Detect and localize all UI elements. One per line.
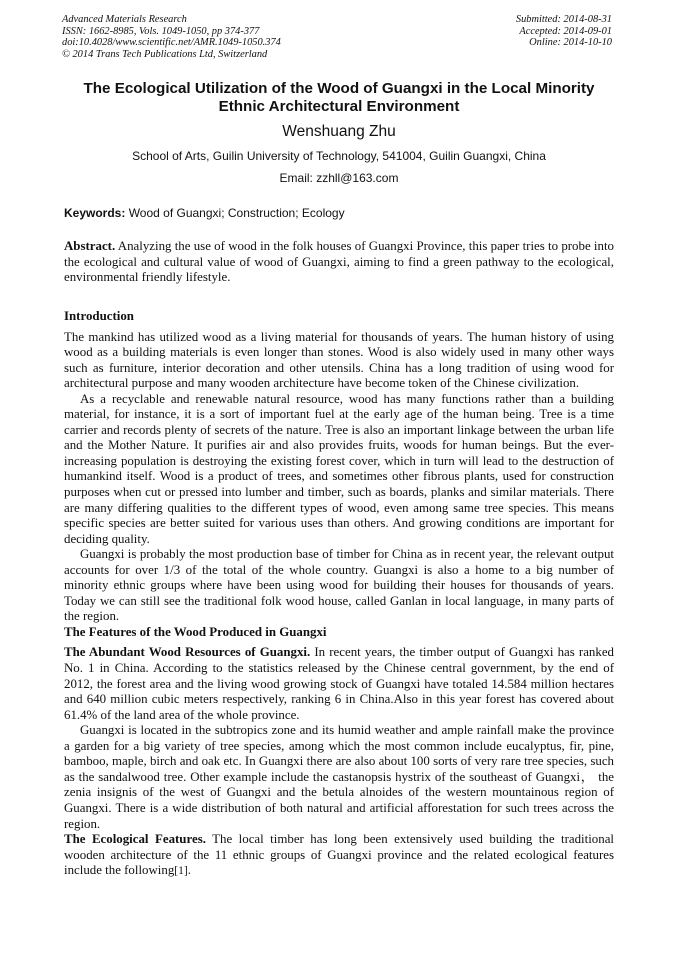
paper-title-line-1: The Ecological Utilization of the Wood of Guangxi in the Local Minority (83, 80, 595, 97)
abstract-text: Analyzing the use of wood in the folk houses of Guangxi Province, this paper tries to probe into the ecological and cultural value of wood of Guangxi, aiming to find a green pathway to the ecological, environmental friendly lifestyle. (64, 239, 614, 285)
keywords-text: Wood of Guangxi; Construction; Ecology (125, 206, 345, 220)
date-accepted: Accepted: 2014-09-01 (519, 25, 612, 37)
introduction-heading: Introduction (64, 309, 134, 323)
journal-name: Advanced Materials Research (62, 14, 187, 25)
journal-issn: ISSN: 1662-8985, Vols. 1049-1050, pp 374-377 (62, 25, 260, 37)
journal-copyright: © 2014 Trans Tech Publications Ltd, Switzerland (62, 48, 268, 60)
introduction-section (64, 309, 614, 880)
author-affiliation: School of Arts, Guilin University of Technology, 541004, Guilin Guangxi, China (132, 149, 546, 163)
introduction-paragraph-1: The mankind has utilized wood as a living material for thousands of years. The human history of using wood as a building materials is even longer than stones. Wood is also widely used in many other ways such as furniture, interior decoration and other utensils. China has a long tradition of using wood for architectural purpose and many wooden architecture have become token of the Chinese civilization. (64, 329, 614, 391)
ecological-features-text: The local timber has long been extensively used building the traditional wooden architecture of the 11 ethnic groups of Guangxi province and the related ecological features include the following (64, 832, 614, 878)
features-heading: The Features of the Wood Produced in Guangxi (64, 624, 327, 639)
author-email: Email: zzhll@163.com (279, 171, 399, 185)
introduction-paragraph-3: Guangxi is probably the most production base of timber for China as in recent year, the relevant output accounts for over 1/3 of the total of the whole country. Guangxi is also a home to a big number of minority ethnic groups where have been using wood for building their houses for thousands of years. Today we can still see the traditional folk wood house, called Ganlan in local language, in many parts of the region. (64, 547, 614, 624)
features-paragraph-2: Guangxi is located in the subtropics zone and its humid weather and ample rainfall make the province a garden for a big variety of tree species, among which the most common include eucalyptus, fir, pine, bamboo, maple, birch and oak etc. In Guangxi there are also about 100 sorts of very rare tree species, such as the sandalwood tree. Other example include the castanopsis hystrix of the southeast of Guangxi， the zenia insignis of the west of Guangxi and the betula alnoides of the western mountainous region of Guangxi. There is a wide distribution of both natural and artificial afforestation for such trees across the region. (64, 723, 614, 831)
journal-doi: doi:10.4028/www.scientific.net/AMR.1049-1050.374 (62, 37, 281, 49)
ecological-features-end: . (187, 863, 191, 878)
paper-title-line-2: Ethnic Architectural Environment (218, 98, 460, 115)
keywords-label: Keywords: (64, 206, 126, 220)
date-online: Online: 2014-10-10 (529, 37, 612, 49)
introduction-paragraph-2: As a recyclable and renewable natural resource, wood has many functions rather than a building material, for instance, it is a sort of important fuel at the early age of the human being. Tree is a time carrier and records plenty of secrets of the nature. Tree is also an important linkage between the urban life and the Mother Nature. It purifies air and also provides fruits, woods for human beings. But the ever-increasing population is destroying the existing forest cover, which in turn will lead to the destruction of humankind itself. Wood is a product of trees, and sometimes other fibrous plants, used for construction purposes when cut or pressed into lumber and timber, such as boards, planks and similar materials. There are many differing qualities to the different types of wood, even among same tree species. This means specific species are better suited for various uses than others. And growing conditions are important for deciding quality. (64, 391, 614, 546)
abstract-label: Abstract. (64, 239, 116, 253)
citation-ref[interactable]: [1] (174, 865, 188, 878)
author-name: Wenshuang Zhu (282, 123, 396, 140)
wood-resources-text: In recent years, the timber output of Guangxi has ranked No. 1 in China. According to the statistics released by the Chinese central government, by the end of 2012, the forest area and the living wood growing stock of Guangxi have totaled 14.584 million hectares and 640 million cubic meters respectively, ranking 6 in China.Also in this year forest has covered about 61.4% of the land area of the whole province. (64, 645, 614, 722)
keywords (64, 206, 345, 220)
paper-title (40, 80, 638, 116)
ecological-features-label: The Ecological Features. (64, 832, 206, 847)
abstract (64, 239, 614, 286)
date-submitted: Submitted: 2014-08-31 (515, 14, 612, 25)
journal-info (62, 14, 281, 60)
wood-resources-label: The Abundant Wood Resources of Guangxi. (64, 645, 311, 660)
publication-dates (516, 14, 612, 49)
